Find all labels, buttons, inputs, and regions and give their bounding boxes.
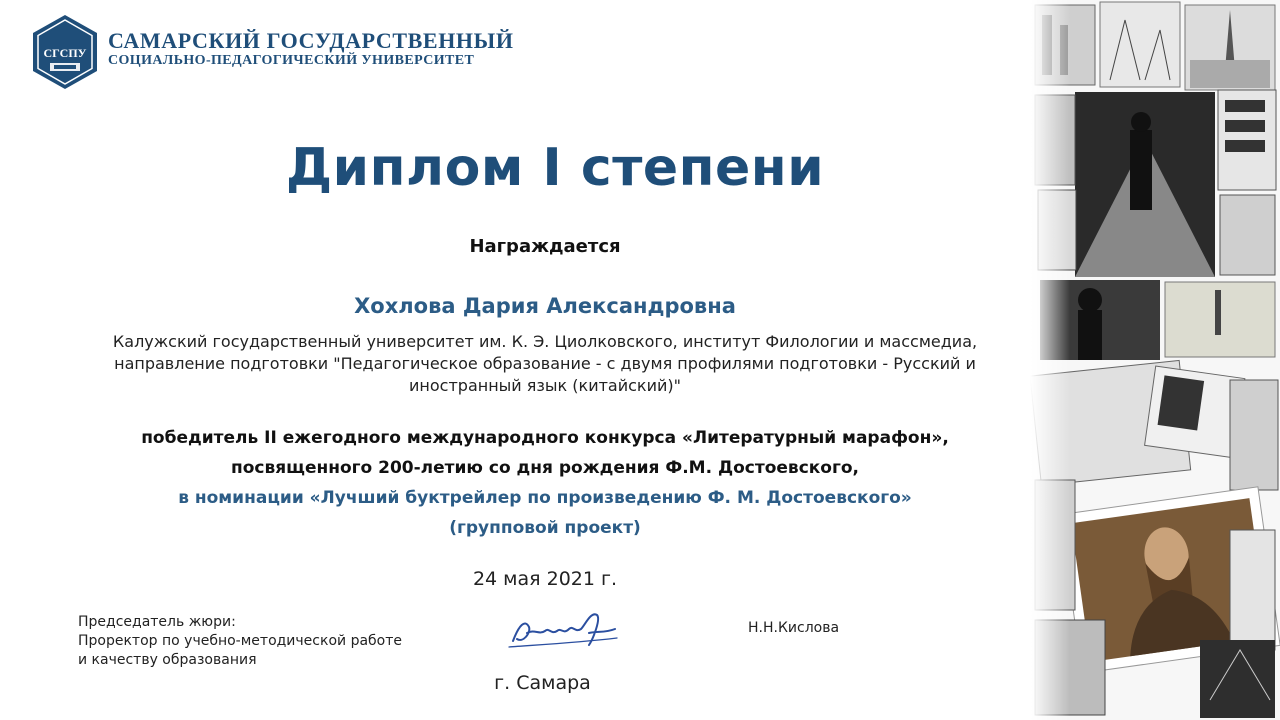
jury-chair-title [78,613,402,670]
award-date: 24 мая 2021 г. [472,568,618,590]
chair-line-3: и качеству образования [78,652,257,668]
handwritten-signature [505,605,625,655]
chair-line-2: Проректор по учебно-методической работе [78,633,402,649]
nomination-line-2: (групповой проект) [449,518,641,538]
chair-line-1: Председатель жюри: [78,614,236,630]
university-logo [30,13,100,91]
university-name-line2: СОЦИАЛЬНО-ПЕДАГОГИЧЕСКИЙ УНИВЕРСИТЕТ [108,53,475,68]
logo-text: СГСПУ [43,46,87,60]
signer-name: Н.Н.Кислова [748,620,840,636]
university-name [108,30,514,70]
recipient-affiliation: Калужский государственный университет им. К. Э. Циолковского, институт Филологии и массмедиа, направление подготовки "Педагогическое образование - с двумя профилями подготовки - Русский и иностранный язык (китайский)" [112,332,978,395]
recipient-name: Хохлова Дария Александровна [354,294,736,318]
collage-fade [1030,0,1070,720]
dostoevsky-collage [1030,0,1280,720]
winner-line-1: победитель II ежегодного международного конкурса «Литературный марафон», [141,428,949,448]
winner-statement [40,423,1050,543]
city: г. Самара [494,672,591,694]
awarded-label: Награждается [469,236,621,257]
winner-line-2: посвященного 200-летию со дня рождения Ф.М. Достоевского, [230,458,860,478]
university-name-line1: САМАРСКИЙ ГОСУДАРСТВЕННЫЙ [108,28,514,53]
nomination-line-1: в номинации «Лучший буктрейлер по произведению Ф. М. Достоевского» [178,488,912,508]
diploma-title: Диплом I степени [285,138,825,198]
